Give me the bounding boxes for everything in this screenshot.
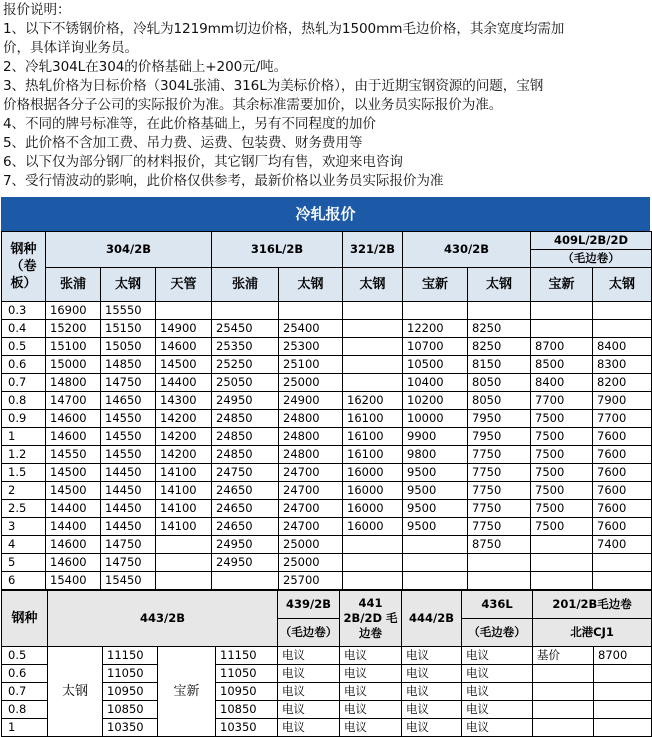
grade-409l-sub: （毛边卷） <box>562 251 620 265</box>
price-cell: 7500 <box>531 518 593 536</box>
price-cell: 14200 <box>156 410 212 428</box>
price-cell: 7750 <box>468 446 531 464</box>
price-cell: 24850 <box>212 446 279 464</box>
price-cell <box>212 302 279 320</box>
price-cell: 7500 <box>531 428 593 446</box>
price-cell <box>594 665 652 683</box>
price-cell: 10850 <box>103 701 158 719</box>
note-line: 价，具体详询业务员。 <box>3 40 138 56</box>
price-cell: 25700 <box>279 572 343 590</box>
price-cell: 15550 <box>101 302 156 320</box>
price-cell: 14700 <box>46 392 101 410</box>
call-cell: 电议 <box>340 683 402 701</box>
price-cell: 16100 <box>343 410 403 428</box>
price-cell: 11050 <box>216 665 278 683</box>
mill-header: 太钢 <box>279 268 343 302</box>
price-cell <box>279 302 343 320</box>
table-row <box>2 356 652 374</box>
note-line: 4、不同的牌号标准等，在此价格基础上，另有不同程度的加价 <box>3 116 376 132</box>
price-cell: 24850 <box>212 428 279 446</box>
call-cell: 电议 <box>278 665 340 683</box>
price-cell: 7750 <box>468 464 531 482</box>
price-cell: 25300 <box>279 338 343 356</box>
mill-b-cell: 宝新 <box>158 647 216 737</box>
price-cell: 9500 <box>403 482 468 500</box>
thickness-cell: 0.4 <box>2 320 46 338</box>
table-row <box>2 500 652 518</box>
thickness-cell: 0.7 <box>2 374 46 392</box>
thickness-cell: 0.6 <box>2 665 48 683</box>
price-cell <box>594 683 652 701</box>
price-cell: 8250 <box>468 338 531 356</box>
call-cell: 电议 <box>278 647 340 665</box>
price-cell: 24800 <box>279 410 343 428</box>
price-cell: 16200 <box>343 392 403 410</box>
call-cell: 电议 <box>278 719 340 737</box>
table-row <box>2 446 652 464</box>
price-cell <box>343 536 403 554</box>
price-cell: 15450 <box>101 572 156 590</box>
mill-header: 宝新 <box>531 268 593 302</box>
price-cell: 7600 <box>593 482 652 500</box>
grade-409l-header <box>531 232 652 268</box>
thickness-cell: 0.3 <box>2 302 46 320</box>
price-cell: 8250 <box>468 320 531 338</box>
price-cell <box>531 536 593 554</box>
price-cell: 16000 <box>343 518 403 536</box>
price-cell: 11150 <box>216 647 278 665</box>
price-cell: 24950 <box>212 554 279 572</box>
price-cell <box>531 320 593 338</box>
price-cell: 14550 <box>101 410 156 428</box>
price-cell: 24700 <box>279 500 343 518</box>
mill-header: 张浦 <box>212 268 279 302</box>
price-cell: 24700 <box>279 482 343 500</box>
price-cell: 14300 <box>156 392 212 410</box>
price-cell: 14750 <box>101 554 156 572</box>
price-cell <box>468 572 531 590</box>
thickness-cell: 1 <box>2 428 46 446</box>
price-cell: 14600 <box>156 338 212 356</box>
mill-header: 太钢 <box>593 268 652 302</box>
call-cell: 电议 <box>278 701 340 719</box>
price-cell: 8700 <box>531 338 593 356</box>
price-cell: 7600 <box>593 428 652 446</box>
price-cell: 14100 <box>156 518 212 536</box>
mill-header: 太钢 <box>343 268 403 302</box>
price-cell: 24900 <box>279 392 343 410</box>
price-cell <box>212 572 279 590</box>
price-cell: 25000 <box>279 536 343 554</box>
price-cell: 7750 <box>468 482 531 500</box>
base-price-label <box>533 665 594 683</box>
thickness-cell: 0.9 <box>2 410 46 428</box>
price-cell: 14100 <box>156 482 212 500</box>
call-cell: 电议 <box>462 719 533 737</box>
base-price-label <box>533 701 594 719</box>
price-cell: 15000 <box>46 356 101 374</box>
price-cell: 16100 <box>343 446 403 464</box>
table-row <box>2 572 652 590</box>
thickness-cell: 4 <box>2 536 46 554</box>
price-cell: 25450 <box>212 320 279 338</box>
price-cell: 24700 <box>279 518 343 536</box>
price-cell: 9500 <box>403 500 468 518</box>
grade-201-mill: 北港CJ1 <box>533 619 652 647</box>
price-cell: 7500 <box>531 482 593 500</box>
mill-a-cell: 太钢 <box>48 647 103 737</box>
grade-441-header: 441 2B/2D 毛边卷 <box>340 591 402 647</box>
price-cell: 8750 <box>468 536 531 554</box>
price-cell: 16000 <box>343 464 403 482</box>
price-cell <box>343 302 403 320</box>
price-cell: 14200 <box>156 446 212 464</box>
price-cell: 15400 <box>46 572 101 590</box>
price-cell: 25000 <box>279 554 343 572</box>
price-cell: 9500 <box>403 464 468 482</box>
table-row <box>2 647 652 665</box>
cold-rolled-price-table <box>1 231 652 590</box>
price-cell: 16000 <box>343 500 403 518</box>
price-cell: 14600 <box>46 428 101 446</box>
call-cell: 电议 <box>340 665 402 683</box>
price-cell: 10350 <box>103 719 158 737</box>
price-cell: 10850 <box>216 701 278 719</box>
price-cell <box>593 302 652 320</box>
price-cell: 7600 <box>593 500 652 518</box>
price-cell: 8400 <box>531 374 593 392</box>
price-cell: 25100 <box>279 356 343 374</box>
grade-321-header: 321/2B <box>343 232 403 268</box>
table-row <box>2 464 652 482</box>
table-row <box>2 392 652 410</box>
price-cell: 15100 <box>46 338 101 356</box>
price-cell <box>468 302 531 320</box>
base-price-label: 基价 <box>533 647 594 665</box>
table-row <box>2 410 652 428</box>
price-cell: 24800 <box>279 428 343 446</box>
grade-304-header: 304/2B <box>46 232 212 268</box>
price-cell <box>593 572 652 590</box>
price-cell: 24650 <box>212 518 279 536</box>
price-cell: 16900 <box>46 302 101 320</box>
price-cell <box>403 554 468 572</box>
price-cell: 14600 <box>46 536 101 554</box>
price-cell: 14400 <box>46 518 101 536</box>
price-cell: 25050 <box>212 374 279 392</box>
note-line: 2、冷轧304L在304的价格基础上+200元/吨。 <box>3 59 288 75</box>
price-cell: 14500 <box>46 464 101 482</box>
price-cell: 15200 <box>46 320 101 338</box>
grade-316l-header: 316L/2B <box>212 232 343 268</box>
price-cell <box>594 719 652 737</box>
thickness-cell: 3 <box>2 518 46 536</box>
thickness-cell: 2 <box>2 482 46 500</box>
price-cell: 10400 <box>403 374 468 392</box>
price-cell: 24850 <box>212 410 279 428</box>
price-cell: 14100 <box>156 500 212 518</box>
call-cell: 电议 <box>340 647 402 665</box>
price-cell <box>403 536 468 554</box>
price-cell: 11050 <box>103 665 158 683</box>
call-cell: 电议 <box>340 719 402 737</box>
price-cell: 10950 <box>216 683 278 701</box>
price-cell: 10700 <box>403 338 468 356</box>
price-cell: 14450 <box>101 464 156 482</box>
thickness-cell: 1.2 <box>2 446 46 464</box>
table-row <box>2 536 652 554</box>
price-cell <box>403 302 468 320</box>
price-cell: 14600 <box>46 554 101 572</box>
price-cell <box>343 338 403 356</box>
price-cell: 14550 <box>101 446 156 464</box>
price-cell <box>156 572 212 590</box>
price-cell: 16100 <box>343 428 403 446</box>
price-cell: 14800 <box>46 374 101 392</box>
thickness-cell: 2.5 <box>2 500 46 518</box>
price-cell: 7700 <box>531 392 593 410</box>
thickness-cell: 1 <box>2 719 48 737</box>
price-cell: 9800 <box>403 446 468 464</box>
table-row <box>2 554 652 572</box>
price-cell: 10000 <box>403 410 468 428</box>
price-cell: 8700 <box>594 647 652 665</box>
price-cell: 14500 <box>46 482 101 500</box>
table-row <box>2 518 652 536</box>
mill-header: 天管 <box>156 268 212 302</box>
price-cell: 24650 <box>212 482 279 500</box>
steel-type-header: 钢种（卷板） <box>2 232 46 302</box>
price-cell: 14450 <box>101 482 156 500</box>
price-cell: 14200 <box>156 428 212 446</box>
price-cell: 7500 <box>531 446 593 464</box>
price-cell: 24750 <box>212 464 279 482</box>
price-cell <box>343 374 403 392</box>
table-row <box>2 428 652 446</box>
price-cell <box>156 536 212 554</box>
price-cell: 7600 <box>593 518 652 536</box>
price-cell: 24950 <box>212 536 279 554</box>
note-line: 7、受行情波动的影响，此价格仅供参考，最新价格以业务员实际报价为准 <box>3 173 444 189</box>
thickness-cell: 0.7 <box>2 683 48 701</box>
price-cell: 14450 <box>101 518 156 536</box>
price-cell: 8400 <box>593 338 652 356</box>
note-line: 5、此价格不含加工费、吊力费、运费、包装费、财务费用等 <box>3 135 363 151</box>
price-cell: 8050 <box>468 374 531 392</box>
note-line: 1、以下不锈钢价格，冷轧为1219mm切边价格，热轧为1500mm毛边价格，其余宽度均需加 <box>3 21 565 37</box>
base-price-label <box>533 719 594 737</box>
grade-430-header: 430/2B <box>403 232 531 268</box>
steel-type-header-2: 钢种 <box>2 591 48 647</box>
note-line: 报价说明： <box>3 2 71 18</box>
price-cell: 7900 <box>593 392 652 410</box>
price-cell: 15050 <box>101 338 156 356</box>
thickness-cell: 5 <box>2 554 46 572</box>
price-cell: 7700 <box>593 410 652 428</box>
table-row <box>2 302 652 320</box>
price-cell <box>593 320 652 338</box>
price-cell: 25400 <box>279 320 343 338</box>
price-cell: 14400 <box>156 374 212 392</box>
table-row <box>2 374 652 392</box>
price-cell: 7750 <box>468 500 531 518</box>
price-cell: 9500 <box>403 518 468 536</box>
price-cell: 12200 <box>403 320 468 338</box>
grade-444-header: 444/2B <box>402 591 462 647</box>
price-cell <box>343 554 403 572</box>
price-cell: 25350 <box>212 338 279 356</box>
price-cell: 8300 <box>593 356 652 374</box>
note-line: 价格根据各分子公司的实际报价为准。其余标准需要加价，以业务员实际报价为准。 <box>3 97 503 113</box>
grade-439-header: 439/2B <box>278 591 340 619</box>
price-cell: 7950 <box>468 410 531 428</box>
price-cell <box>343 320 403 338</box>
base-price-label <box>533 683 594 701</box>
thickness-cell: 1.5 <box>2 464 46 482</box>
mill-header: 宝新 <box>403 268 468 302</box>
price-cell: 10950 <box>103 683 158 701</box>
price-cell: 9900 <box>403 428 468 446</box>
call-cell: 电议 <box>462 701 533 719</box>
grade-439-sub: （毛边卷） <box>278 619 340 647</box>
price-cell: 11150 <box>103 647 158 665</box>
grade-409l-label: 409L/2B/2D <box>531 232 651 250</box>
table-row <box>2 482 652 500</box>
price-cell: 16000 <box>343 482 403 500</box>
call-cell: 电议 <box>278 683 340 701</box>
grade-201-header: 201/2B毛边卷 <box>533 591 652 619</box>
price-cell: 14750 <box>101 374 156 392</box>
price-cell <box>594 701 652 719</box>
mill-header: 太钢 <box>101 268 156 302</box>
price-cell: 25250 <box>212 356 279 374</box>
price-cell <box>156 302 212 320</box>
price-cell <box>531 302 593 320</box>
call-cell: 电议 <box>462 665 533 683</box>
price-cell: 24950 <box>212 392 279 410</box>
price-cell: 14550 <box>101 428 156 446</box>
price-cell <box>531 572 593 590</box>
price-cell: 7500 <box>531 410 593 428</box>
call-cell: 电议 <box>402 701 462 719</box>
price-cell <box>403 572 468 590</box>
table-row <box>2 320 652 338</box>
price-cell: 14750 <box>101 536 156 554</box>
price-cell: 7600 <box>593 464 652 482</box>
price-cell: 14450 <box>101 500 156 518</box>
price-cell: 14400 <box>46 500 101 518</box>
price-cell: 15150 <box>101 320 156 338</box>
table-row <box>2 338 652 356</box>
price-cell: 10350 <box>216 719 278 737</box>
thickness-cell: 6 <box>2 572 46 590</box>
call-cell: 电议 <box>402 719 462 737</box>
thickness-cell: 0.5 <box>2 338 46 356</box>
price-cell <box>593 554 652 572</box>
price-cell: 7500 <box>531 464 593 482</box>
grade-436l-sub: （毛边卷） <box>462 619 533 647</box>
price-cell: 7600 <box>593 446 652 464</box>
price-cell: 7750 <box>468 518 531 536</box>
price-cell <box>156 554 212 572</box>
note-line: 6、以下仅为部分钢厂的材料报价，其它钢厂均有售，欢迎来电咨询 <box>3 154 403 170</box>
thickness-cell: 0.8 <box>2 701 48 719</box>
thickness-cell: 0.5 <box>2 647 48 665</box>
price-cell: 14850 <box>101 356 156 374</box>
cold-rolled-banner: 冷轧报价 <box>1 197 650 231</box>
price-cell: 14600 <box>46 410 101 428</box>
price-cell: 10500 <box>403 356 468 374</box>
grade-443-header: 443/2B <box>48 591 278 647</box>
price-cell: 8050 <box>468 392 531 410</box>
call-cell: 电议 <box>402 683 462 701</box>
call-cell: 电议 <box>402 647 462 665</box>
price-cell: 8200 <box>593 374 652 392</box>
grade-436l-header: 436L <box>462 591 533 619</box>
price-cell: 7400 <box>593 536 652 554</box>
price-cell: 14550 <box>46 446 101 464</box>
price-cell: 8500 <box>531 356 593 374</box>
price-cell: 8150 <box>468 356 531 374</box>
price-cell: 24800 <box>279 446 343 464</box>
price-cell: 24700 <box>279 464 343 482</box>
price-cell: 14100 <box>156 464 212 482</box>
price-cell: 24650 <box>212 500 279 518</box>
price-cell <box>343 572 403 590</box>
price-cell <box>531 554 593 572</box>
note-line: 3、热轧价格为日标价格（304L张浦、316L为美标价格），由于近期宝钢资源的问题，宝钢 <box>3 78 544 94</box>
call-cell: 电议 <box>340 701 402 719</box>
price-cell <box>468 554 531 572</box>
price-cell: 7500 <box>531 500 593 518</box>
special-grade-price-table <box>1 590 652 737</box>
price-cell: 14900 <box>156 320 212 338</box>
price-cell: 14650 <box>101 392 156 410</box>
price-cell <box>343 356 403 374</box>
mill-header: 张浦 <box>46 268 101 302</box>
price-cell: 7950 <box>468 428 531 446</box>
price-cell: 10200 <box>403 392 468 410</box>
call-cell: 电议 <box>462 683 533 701</box>
call-cell: 电议 <box>402 665 462 683</box>
mill-header: 太钢 <box>468 268 531 302</box>
thickness-cell: 0.8 <box>2 392 46 410</box>
thickness-cell: 0.6 <box>2 356 46 374</box>
price-cell: 25000 <box>279 374 343 392</box>
call-cell: 电议 <box>462 647 533 665</box>
price-cell: 14500 <box>156 356 212 374</box>
